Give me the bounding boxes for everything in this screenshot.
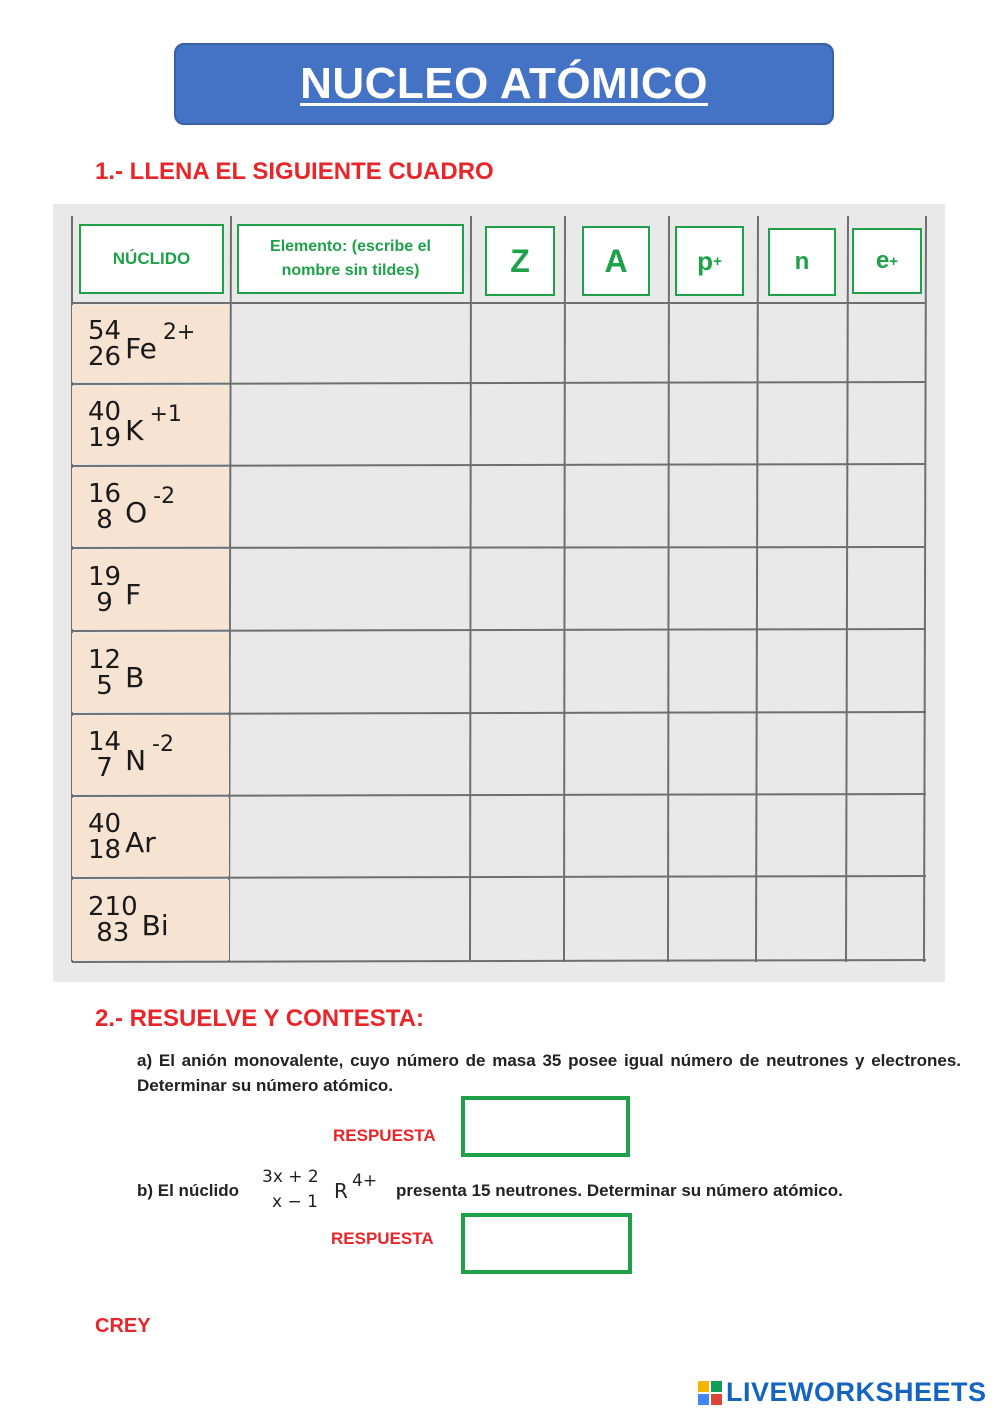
header-nuclido bbox=[79, 224, 224, 294]
answer-cell-elemento[interactable] bbox=[233, 798, 469, 875]
element-symbol: K bbox=[125, 413, 144, 447]
answer-cell-a[interactable] bbox=[567, 468, 667, 545]
nuclide-cell bbox=[72, 550, 229, 629]
nuclide-numbers bbox=[88, 561, 122, 618]
nuclide-numbers bbox=[88, 894, 138, 946]
mass-number: 40 bbox=[88, 397, 122, 427]
ion-charge: +1 bbox=[149, 401, 182, 427]
formula-symbol: R bbox=[334, 1179, 348, 1203]
ion-charge: 2+ bbox=[162, 320, 196, 345]
answer-cell-e[interactable] bbox=[850, 468, 924, 545]
nuclide-cell bbox=[72, 798, 229, 876]
header-p-sup: + bbox=[713, 252, 722, 270]
answer-cell-n[interactable] bbox=[760, 305, 845, 381]
nuclide-notation bbox=[88, 561, 147, 618]
answer-cell-p[interactable] bbox=[671, 305, 756, 381]
atomic-number: 18 bbox=[88, 835, 122, 865]
answer-cell-n[interactable] bbox=[760, 716, 845, 793]
atomic-number: 9 bbox=[96, 587, 113, 618]
answer-cell-elemento[interactable] bbox=[233, 305, 469, 381]
answer-cell-elemento[interactable] bbox=[233, 468, 469, 545]
nuclide-numbers bbox=[88, 315, 122, 372]
answer-label-b: RESPUESTA bbox=[331, 1229, 434, 1248]
mass-number: 40 bbox=[88, 809, 122, 839]
answer-cell-elemento[interactable] bbox=[233, 880, 469, 959]
header-elemento bbox=[237, 224, 464, 294]
answer-cell-e[interactable] bbox=[850, 880, 924, 959]
formula-atomic-number: x − 1 bbox=[272, 1192, 318, 1212]
element-symbol: N bbox=[125, 743, 147, 777]
answer-cell-a[interactable] bbox=[567, 386, 667, 463]
element-symbol: Ar bbox=[125, 825, 156, 859]
title-banner bbox=[174, 43, 834, 125]
answer-cell-n[interactable] bbox=[760, 550, 845, 628]
answer-cell-elemento[interactable] bbox=[233, 386, 469, 463]
answer-cell-a[interactable] bbox=[567, 798, 667, 875]
nuclide-numbers bbox=[88, 481, 121, 533]
answer-cell-elemento[interactable] bbox=[233, 633, 469, 711]
liveworksheets-logo-icon bbox=[698, 1381, 722, 1405]
nuclide-notation bbox=[88, 894, 175, 946]
answer-cell-p[interactable] bbox=[671, 633, 756, 711]
nuclide-notation bbox=[88, 644, 150, 701]
header-n bbox=[768, 228, 836, 296]
nuclide-notation bbox=[88, 315, 196, 372]
nuclide-notation bbox=[88, 811, 162, 863]
answer-cell-z[interactable] bbox=[473, 305, 563, 381]
answer-cell-n[interactable] bbox=[760, 468, 845, 545]
element-symbol: Bi bbox=[141, 908, 169, 942]
answer-cell-z[interactable] bbox=[473, 633, 563, 711]
answer-cell-z[interactable] bbox=[473, 386, 563, 463]
atomic-number: 83 bbox=[96, 918, 130, 948]
header-elemento-label: Elemento: (escribe el nombre sin tildes) bbox=[270, 238, 431, 279]
header-p bbox=[675, 226, 744, 296]
nuclide-cell bbox=[72, 305, 229, 382]
atomic-number: 19 bbox=[88, 423, 122, 453]
nuclide-numbers bbox=[88, 399, 121, 451]
answer-cell-e[interactable] bbox=[850, 386, 924, 463]
mass-number: 14 bbox=[88, 727, 122, 757]
answer-cell-a[interactable] bbox=[567, 880, 667, 959]
answer-cell-a[interactable] bbox=[567, 550, 667, 628]
page-title: NUCLEO ATÓMICO bbox=[300, 59, 708, 108]
answer-cell-p[interactable] bbox=[671, 468, 756, 545]
ion-charge: -2 bbox=[152, 731, 174, 757]
nuclide-numbers bbox=[88, 811, 121, 863]
answer-cell-p[interactable] bbox=[671, 798, 756, 875]
author-signature: CREY bbox=[95, 1315, 151, 1337]
mass-number: 19 bbox=[88, 561, 122, 592]
atomic-number: 5 bbox=[96, 670, 113, 701]
nuclide-notation bbox=[88, 729, 174, 781]
nuclide-cell bbox=[72, 386, 229, 464]
answer-box-a[interactable] bbox=[461, 1096, 630, 1157]
answer-cell-elemento[interactable] bbox=[233, 550, 469, 628]
nuclide-notation bbox=[88, 481, 175, 533]
answer-cell-z[interactable] bbox=[473, 468, 563, 545]
atomic-number: 8 bbox=[96, 505, 113, 535]
answer-cell-z[interactable] bbox=[473, 798, 563, 875]
answer-cell-elemento[interactable] bbox=[233, 716, 469, 793]
mass-number: 54 bbox=[88, 315, 122, 346]
element-symbol: B bbox=[125, 661, 145, 694]
atomic-number: 7 bbox=[96, 753, 113, 783]
question-b-formula bbox=[262, 1167, 387, 1217]
answer-cell-e[interactable] bbox=[850, 550, 924, 628]
element-symbol: F bbox=[125, 578, 142, 611]
answer-cell-a[interactable] bbox=[567, 716, 667, 793]
question-b-prefix: b) El núclido bbox=[137, 1181, 239, 1200]
answer-cell-p[interactable] bbox=[671, 716, 756, 793]
answer-cell-p[interactable] bbox=[671, 550, 756, 628]
mass-number: 16 bbox=[88, 479, 122, 509]
answer-cell-z[interactable] bbox=[473, 716, 563, 793]
answer-cell-p[interactable] bbox=[671, 386, 756, 463]
formula-mass: 3x + 2 bbox=[262, 1167, 319, 1187]
brand-footer bbox=[698, 1377, 987, 1408]
answer-cell-n[interactable] bbox=[760, 386, 845, 463]
answer-cell-e[interactable] bbox=[850, 305, 924, 381]
header-e-label: e bbox=[875, 247, 890, 274]
section-1-heading: 1.- LLENA EL SIGUIENTE CUADRO bbox=[95, 158, 494, 185]
header-nuclido-label: NÚCLIDO bbox=[112, 249, 191, 268]
answer-label-a: RESPUESTA bbox=[333, 1126, 436, 1145]
answer-cell-e[interactable] bbox=[850, 716, 924, 793]
answer-cell-n[interactable] bbox=[760, 633, 845, 711]
mass-number: 210 bbox=[88, 892, 138, 922]
answer-cell-n[interactable] bbox=[760, 880, 845, 959]
answer-cell-a[interactable] bbox=[567, 633, 667, 711]
answer-cell-e[interactable] bbox=[850, 633, 924, 711]
question-b-suffix: presenta 15 neutrones. Determinar su número atómico. bbox=[396, 1181, 843, 1200]
atomic-number: 26 bbox=[88, 341, 122, 372]
nuclide-numbers bbox=[88, 729, 121, 781]
nuclide-numbers bbox=[88, 644, 122, 701]
answer-cell-n[interactable] bbox=[760, 798, 845, 875]
nuclide-cell bbox=[72, 880, 229, 960]
header-e bbox=[852, 228, 922, 294]
header-n-label: n bbox=[794, 248, 810, 275]
formula-charge: 4+ bbox=[352, 1171, 378, 1191]
nuclide-table bbox=[53, 204, 945, 982]
nuclide-notation bbox=[88, 399, 182, 451]
answer-cell-a[interactable] bbox=[567, 305, 667, 381]
nuclide-cell bbox=[72, 468, 229, 546]
header-p-label: p bbox=[697, 245, 714, 276]
section-2-heading: 2.- RESUELVE Y CONTESTA: bbox=[95, 1005, 424, 1032]
answer-cell-p[interactable] bbox=[671, 880, 756, 959]
header-a-label: A bbox=[604, 242, 628, 279]
mass-number: 12 bbox=[88, 644, 122, 675]
header-a bbox=[582, 226, 650, 296]
question-a: a) El anión monovalente, cuyo número de masa 35 posee igual número de neutrones y electrones. Determinar su número atómico. bbox=[137, 1051, 961, 1095]
header-z bbox=[485, 226, 555, 296]
element-symbol: O bbox=[125, 495, 148, 529]
element-symbol: Fe bbox=[125, 332, 157, 365]
brand-name: LIVEWORKSHEETS bbox=[726, 1377, 987, 1407]
answer-cell-e[interactable] bbox=[850, 798, 924, 875]
ion-charge: -2 bbox=[153, 483, 176, 509]
answer-cell-z[interactable] bbox=[473, 550, 563, 628]
nuclide-cell bbox=[72, 633, 229, 712]
answer-box-b[interactable] bbox=[461, 1213, 632, 1274]
header-z-label: Z bbox=[510, 242, 530, 279]
nuclide-cell bbox=[72, 716, 229, 794]
answer-cell-z[interactable] bbox=[473, 880, 563, 959]
header-e-sup: + bbox=[889, 252, 899, 270]
